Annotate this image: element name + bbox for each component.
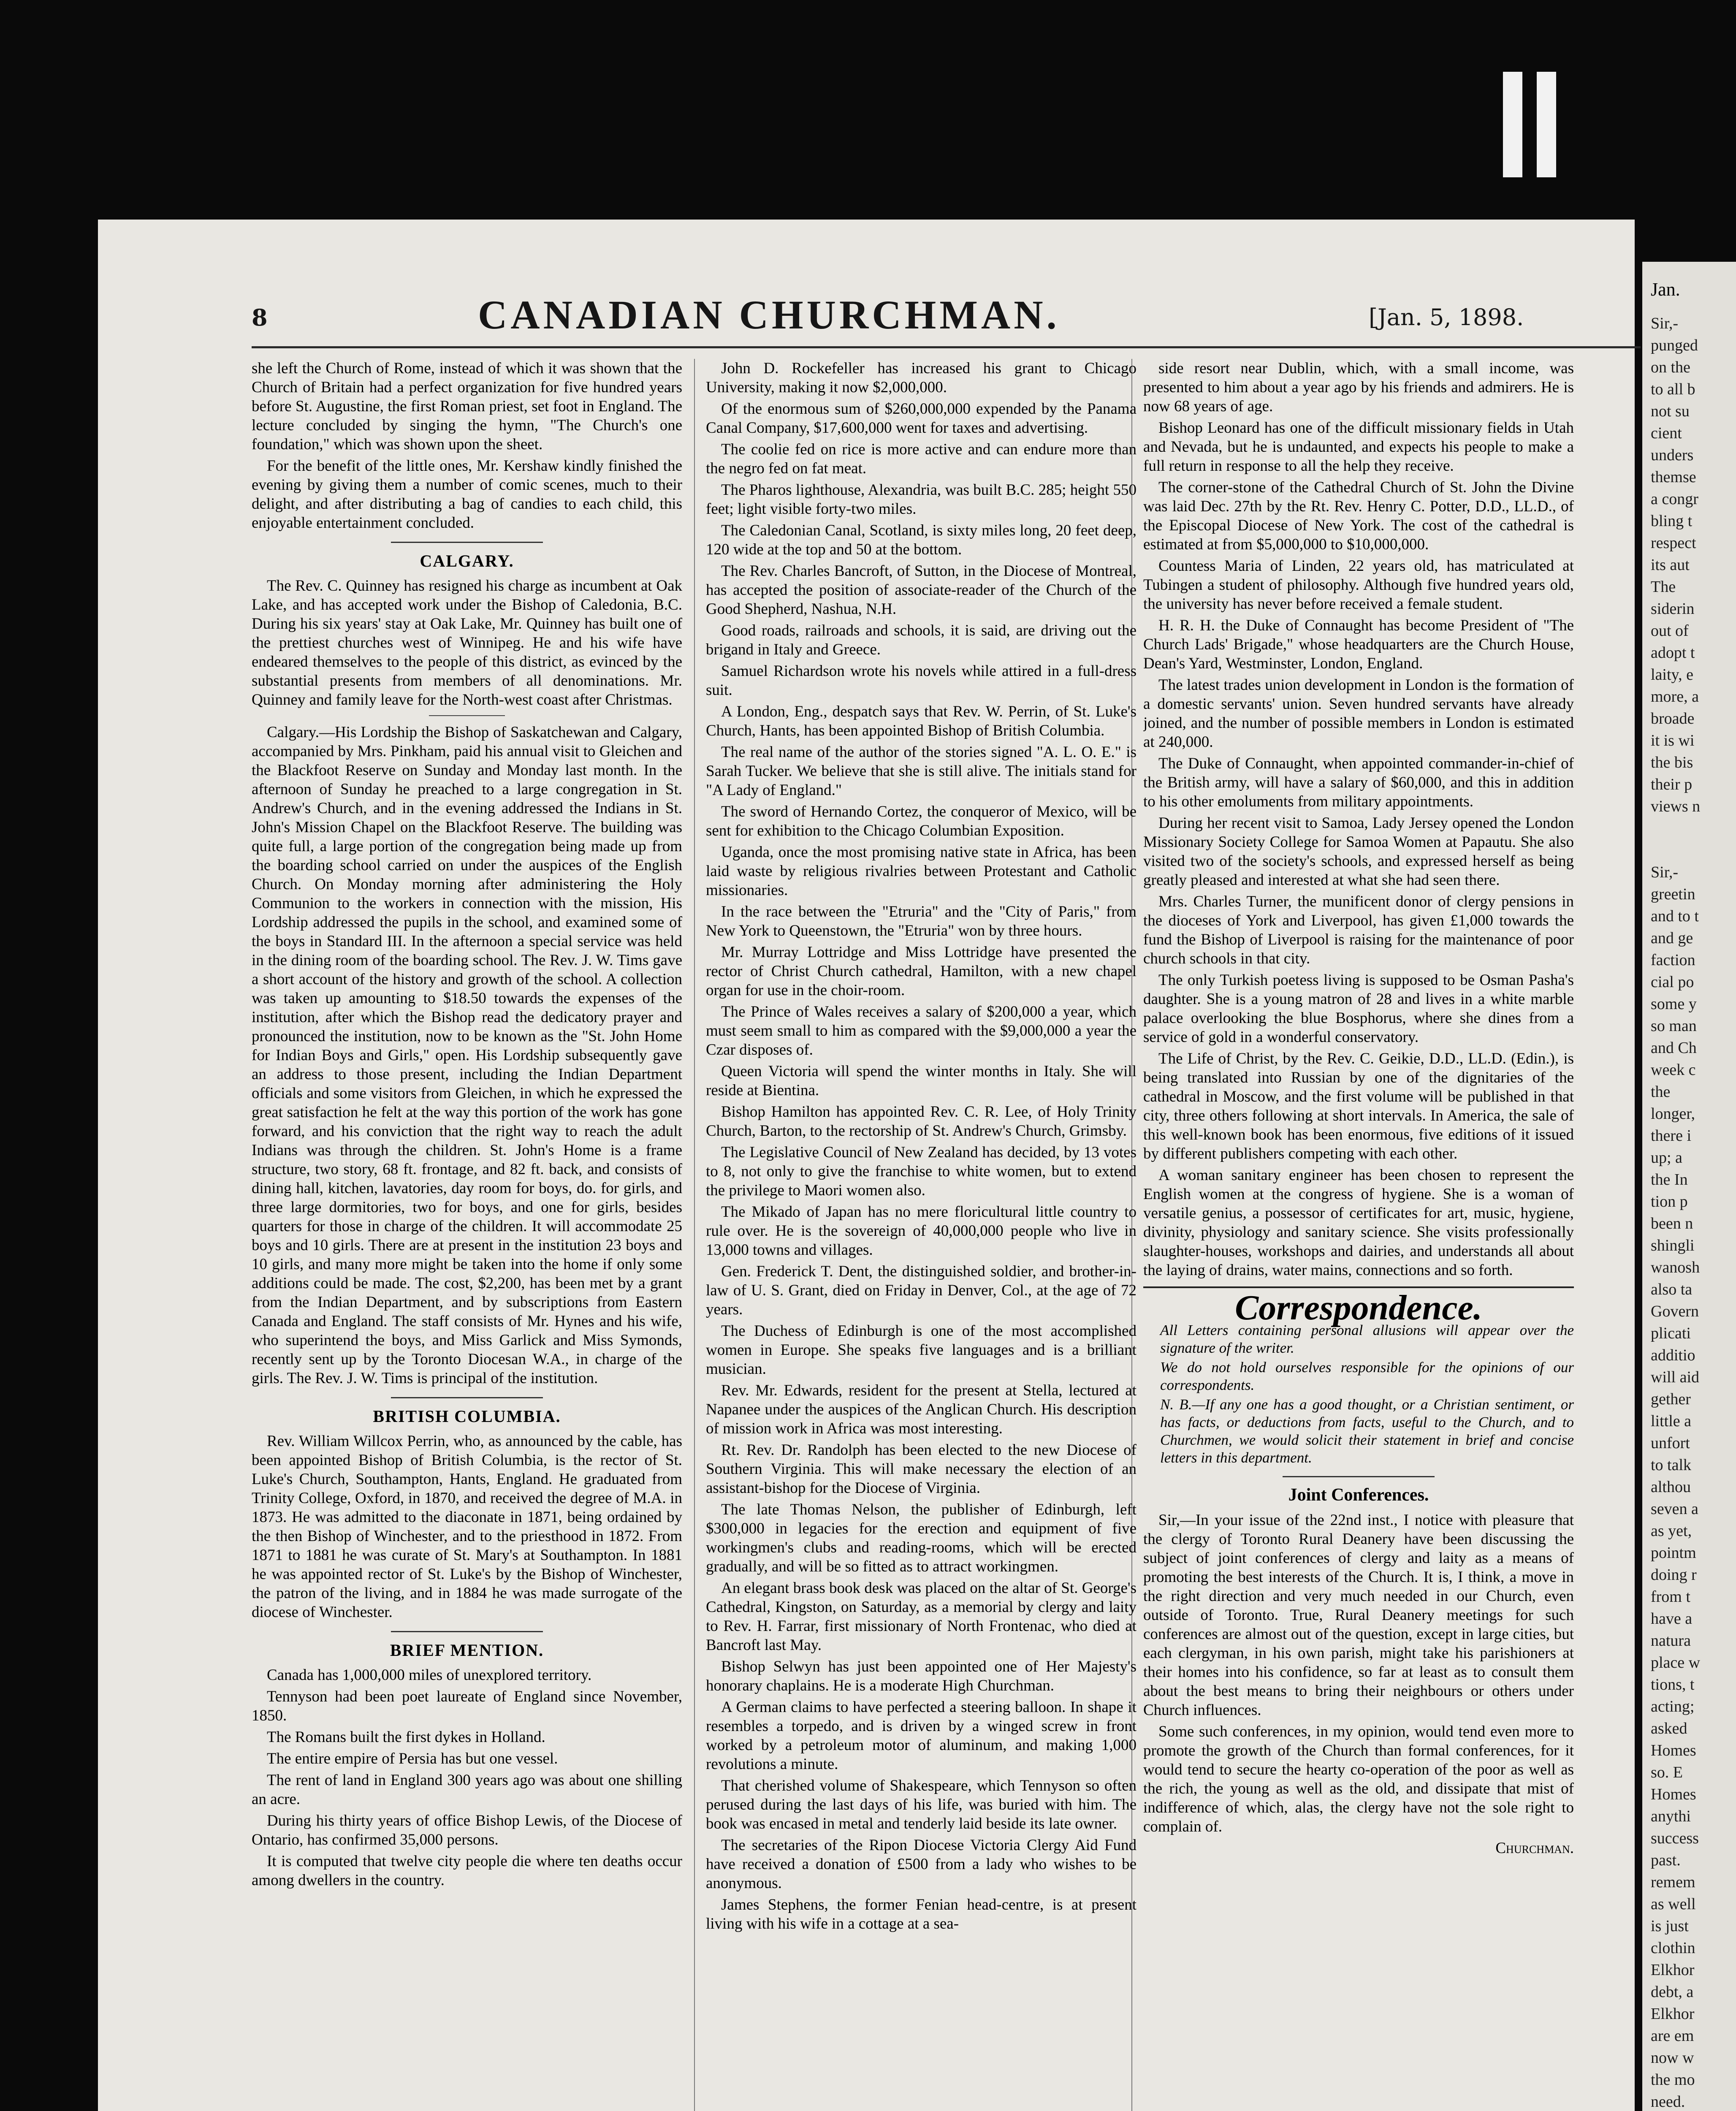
section-rule (1283, 1476, 1435, 1477)
adjacent-line: gether (1651, 1390, 1691, 1408)
paragraph: The entire empire of Persia has but one vessel. (267, 1750, 558, 1767)
paragraph: Of the enormous sum of $260,000,000 expended by the Panama Canal Company, $17,600,000 went for taxes and advertising. (706, 400, 1137, 437)
brief-mention-list (252, 1666, 682, 1890)
adjacent-line: are em (1651, 2027, 1694, 2045)
masthead-title: CANADIAN CHURCHMAN. (478, 292, 1060, 337)
page-content (98, 220, 1635, 2111)
paragraph: Bishop Hamilton has appointed Rev. C. R. Lee, of Holy Trinity Church, Barton, to the rectorship of St. Andrew's Church, Grimsby. (706, 1103, 1137, 1140)
adjacent-line: to all b (1651, 380, 1695, 398)
adjacent-line: greetin (1651, 885, 1695, 903)
paragraph: The rent of land in England 300 years ago was about one shilling an acre. (252, 1772, 682, 1808)
adjacent-page-column (1651, 312, 1736, 2111)
adjacent-line: faction (1651, 951, 1695, 969)
adjacent-line: Homes (1651, 1742, 1696, 1759)
news-items (1143, 359, 1574, 1280)
adjacent-line: anythi (1651, 1807, 1691, 1825)
paragraph: The Caledonian Canal, Scotland, is sixty miles long, 20 feet deep, 120 wide at the top and 50 at the bottom. (706, 522, 1137, 558)
adjacent-line: The (1651, 578, 1676, 596)
paragraph: The Rev. Charles Bancroft, of Sutton, in the Diocese of Montreal, has accepted the position of associate-reader of the Church of the Good Shepherd, Nashua, N.H. (706, 562, 1137, 618)
editorial-notes (1143, 1321, 1574, 1467)
paragraph: Good roads, railroads and schools, it is said, are driving out the brigand in Italy and Greece. (706, 622, 1137, 658)
paragraph: Countess Maria of Linden, 22 years old, has matriculated at Tubingen a student of philosophy. Although five hundred years old, the university has never before received a female student. (1143, 557, 1574, 613)
adjacent-line: the mo (1651, 2071, 1695, 2089)
adjacent-line: been n (1651, 1215, 1693, 1232)
paragraph: The real name of the author of the stories signed "A. L. O. E." is Sarah Tucker. We believe that she is still alive. The initials stand for "A Lady of England." (706, 743, 1137, 799)
adjacent-line: week c (1651, 1061, 1696, 1079)
adjacent-line: and Ch (1651, 1039, 1697, 1057)
adjacent-line: Govern (1651, 1302, 1699, 1320)
paragraph: A woman sanitary engineer has been chosen to represent the English women at the congress of hygiene. She is a woman of versatile genius, a possessor of certificates for art, music, hygiene, divinity, physiology and sanitary science. She visits professionally slaughter-houses, workshops and dairies, and understands all about the laying of drains, water mains, connections and so forth. (1143, 1167, 1574, 1279)
adjacent-line: debt, a (1651, 1983, 1694, 2001)
paragraph: It is computed that twelve city people die where ten deaths occur among dwellers in the country. (252, 1853, 682, 1889)
paragraph: Sir,—In your issue of the 22nd inst., I notice with pleasure that the clergy of Toronto Rural Deanery have been discussing the subject of joint conferences of clergy and laity as a means of promoting the best interests of the Church. It is, I think, a move in the right direction and very much needed in our Church, even outside of Toronto. True, Rural Deanery meetings for such conferences are almost out of the question, except in large cities, but each clergyman, in his own parish, might take his parishioners at their homes into his confidence, so far at least as to consult them about the best means to bring their neighbours or others under Church influences. (1143, 1511, 1574, 1719)
adjacent-line: Elkhor (1651, 1961, 1695, 1979)
adjacent-line: and to t (1651, 907, 1699, 925)
adjacent-line: tions, t (1651, 1676, 1695, 1693)
adjacent-line: more, a (1651, 688, 1699, 705)
paragraph: James Stephens, the former Fenian head-centre, is at present living with his wife in a cottage at a sea- (706, 1896, 1137, 1932)
adjacent-line: up; a (1651, 1149, 1682, 1167)
adjacent-line: longer, (1651, 1105, 1695, 1123)
masthead-rule (252, 346, 1641, 348)
adjacent-page-header: Jan. (1651, 279, 1680, 300)
adjacent-line: wanosh (1651, 1259, 1700, 1276)
paragraph: Rev. William Willcox Perrin, who, as announced by the cable, has been appointed Bishop of British Columbia, is the rector of St. Luke's Church, Southampton, Hants, England. He graduated from Trinity College, Oxford, in 1870, and received the degree of M.A. in 1873. He was admitted to the diaconate in 1871, being ordained by the then Bishop of Winchester, and to the priesthood in 1872. From 1871 to 1881 he was curate of St. Mary's at Southampton. In 1881 he was appointed rector of St. Luke's by the Bishop of Winchester, the patron of the living, and in 1884 he was made surrogate of the diocese of Winchester. (252, 1433, 682, 1621)
section-heading-british-columbia: BRITISH COLUMBIA. (373, 1407, 561, 1426)
adjacent-line: success (1651, 1829, 1699, 1847)
paragraph: The Romans built the first dykes in Holland. (267, 1728, 545, 1746)
section-rule (391, 1631, 543, 1632)
paragraph: Canada has 1,000,000 miles of unexplored territory. (267, 1666, 592, 1684)
adjacent-line: and ge (1651, 929, 1693, 947)
paragraph: The Duke of Connaught, when appointed commander-in-chief of the British army, will have a salary of $60,000, and this in addition to his other emoluments from military appointments. (1143, 755, 1574, 810)
adjacent-line: seven a (1651, 1500, 1698, 1518)
adjacent-line: Homes (1651, 1785, 1696, 1803)
adjacent-line: doing r (1651, 1566, 1697, 1584)
paragraph: The Pharos lighthouse, Alexandria, was built B.C. 285; height 550 feet; light visible forty-two miles. (706, 481, 1137, 518)
paragraph: Uganda, once the most promising native state in Africa, has been laid waste by religious rivalries between Protestant and Catholic missionaries. (706, 844, 1137, 899)
adjacent-line: asked (1651, 1720, 1687, 1737)
adjacent-line: now w (1651, 2049, 1694, 2067)
page-number: 8 (252, 304, 268, 331)
paragraph: An elegant brass book desk was placed on the altar of St. George's Cathedral, Kingston, on Saturday, as a memorial by clergy and laity to Rev. H. Farrar, first missionary of North Frontenac, who died at Bancroft last May. (706, 1579, 1137, 1654)
paragraph: During his thirty years of office Bishop Lewis, of the Diocese of Ontario, has confirmed 35,000 persons. (252, 1812, 682, 1848)
paragraph: Rt. Rev. Dr. Randolph has been elected to the new Diocese of Southern Virginia. This will make necessary the election of an assistant-bishop for the Diocese of Virginia. (706, 1441, 1137, 1497)
adjacent-line (1651, 839, 1736, 861)
paragraph: The Life of Christ, by the Rev. C. Geikie, D.D., LL.D. (Edin.), is being translated into Russian by one of the dignitaries of the cathedral in Moscow, and the first volume will be published in that city, three others following at short intervals. In America, the sale of this well-known book has been enormous, five editions of it issued by different publishers competing with each other. (1143, 1050, 1574, 1162)
adjacent-line: themse (1651, 468, 1696, 486)
paragraph: The secretaries of the Ripon Diocese Victoria Clergy Aid Fund have received a donation of £500 from a lady who wishes to be anonymous. (706, 1837, 1137, 1892)
paragraph: N. B.—If any one has a good thought, or a Christian sentiment, or has facts, or deductions from facts, useful to the Church, and to Churchmen, we would solicit their statement in brief and concise letters in this department. (1160, 1396, 1574, 1466)
section-heading-brief-mention: BRIEF MENTION. (390, 1641, 544, 1660)
column-3 (1143, 359, 1574, 2111)
adjacent-line: Sir,- (1651, 863, 1678, 881)
paragraph: Calgary.—His Lordship the Bishop of Saskatchewan and Calgary, accompanied by Mrs. Pinkham, paid his annual visit to Gleichen and the Blackfoot Reserve on Sunday and Monday last month. In the afternoon of Sunday he preached to a large congregation in St. Andrew's Church, and in the evening addressed the Indians in St. John's Mission Chapel on the Blackfoot Reserve. The building was quite full, a large portion of the congregation being made up from the boarding school carried on under the auspices of the English Church. On Monday morning after administering the Holy Communion to the workers in connection with the mission, His Lordship addressed the pupils in the school, and examined some of the boys in Standard III. In the afternoon a special service was held in the dining room of the boarding school. The Rev. J. W. Tims gave a short account of the history and growth of the school. A collection was taken up amounting to $18.50 towards the expenses of the institution, after which the Bishop read the dedicatory prayer and pronounced the institution, now to be known as the "St. John Home for Indian Boys and Girls," open. His Lordship subsequently gave an address to those present, including the Indian Department officials and some visitors from Gleichen, in which he expressed the great satisfaction he felt at the way this portion of the work has gone forward, and his conviction that the right way to reach the adult Indians was through the children. St. John's Home is a frame structure, two story, 68 ft. frontage, and 82 ft. back, and consists of dining hall, kitchen, lavatories, day room for boys, do. for girls, and three large dormitories, two for boys, and one for girls, besides quarters for those in charge of the children. It will accommodate 25 boys and 10 girls. There are at present in the institution 23 boys and 10 girls, and many more might be taken into the home if only some additions could be made. The cost, $2,200, has been met by a grant from the Indian Department, and by subscriptions from Eastern Canada and England. The staff consists of Mr. Hynes and his wife, who superintend the boys, and Miss Garlick and Miss Symonds, recently sent up by the Toronto Diocesan W.A., in charge of the girls. The Rev. J. W. Tims is principal of the institution. (252, 724, 682, 1387)
short-rule (429, 715, 505, 716)
adjacent-line: is just (1651, 1917, 1689, 1935)
paragraph: Rev. Mr. Edwards, resident for the present at Stella, lectured at Napanee under the auspices of the Anglican Church. His description of mission work in Africa was most interesting. (706, 1382, 1137, 1437)
paragraph: Tennyson had been poet laureate of England since November, 1850. (252, 1688, 682, 1724)
correspondence-heading: Correspondence. (1143, 1286, 1574, 1317)
paragraph: Mrs. Charles Turner, the munificent donor of clergy pensions in the dioceses of York and Liverpool, has given £1,000 towards the fund the Bishop of Liverpool is raising for the maintenance of poor church schools in that city. (1143, 893, 1574, 967)
paragraph: The latest trades union development in London is the formation of a domestic servants' union. Seven hundred servants have already joined, and the number of possible members in London is estimated at 240,000. (1143, 676, 1574, 751)
paragraph: The Duchess of Edinburgh is one of the most accomplished women in Europe. She speaks five languages and is a brilliant musician. (706, 1322, 1137, 1378)
paragraph: John D. Rockefeller has increased his grant to Chicago University, making it now $2,000,000. (706, 360, 1137, 396)
paragraph: Some such conferences, in my opinion, would tend even more to promote the growth of the Church than formal conferences, for it would tend to secure the hearty co-operation of the poor as well as the rich, the young as well as the old, and dissipate that mist of indifference of which, alas, the clergy have not the sole right to complain of. (1143, 1723, 1574, 1835)
adjacent-line: need. (1651, 2093, 1685, 2111)
letter-heading-joint-conferences: Joint Conferences. (1288, 1485, 1429, 1505)
adjacent-line: plicati (1651, 1324, 1691, 1342)
adjacent-line: cient (1651, 424, 1682, 442)
scan-marker-top (1537, 72, 1556, 177)
adjacent-line: cial po (1651, 973, 1694, 991)
column-1 (252, 359, 682, 2111)
adjacent-line: to talk (1651, 1456, 1692, 1474)
adjacent-line: little a (1651, 1412, 1692, 1430)
letter-signature: Churchman. (1495, 1840, 1574, 1857)
adjacent-line: tion p (1651, 1193, 1688, 1210)
paragraph: All Letters containing personal allusions will appear over the signature of the writer. (1160, 1322, 1574, 1356)
paragraph: Mr. Murray Lottridge and Miss Lottridge have presented the rector of Christ Church cathedral, Hamilton, with a new chapel organ for use in the choir-room. (706, 944, 1137, 999)
adjacent-line: it is wi (1651, 732, 1695, 749)
column-divider (694, 359, 695, 2111)
paragraph: The late Thomas Nelson, the publisher of Edinburgh, left $300,000 in legacies for the erection and equipment of five workingmen's clubs and reading-rooms, which will be erected gradually, and will be so fitted as to attract workingmen. (706, 1501, 1137, 1575)
adjacent-line: their p (1651, 776, 1693, 793)
paragraph: The coolie fed on rice is more active and can endure more than the negro fed on fat meat. (706, 441, 1137, 477)
paragraph: The Legislative Council of New Zealand has decided, by 13 votes to 8, not only to give the franchise to white women, but to extend the privilege to Maori women also. (706, 1144, 1137, 1199)
adjacent-line: broade (1651, 710, 1695, 727)
adjacent-line: as yet, (1651, 1522, 1692, 1540)
adjacent-line: Sir,- (1651, 315, 1678, 332)
paragraph: In the race between the "Etruria" and the "City of Paris," from New York to Queenstown, the "Etruria" won by three hours. (706, 903, 1137, 939)
adjacent-line: out of (1651, 622, 1689, 640)
adjacent-line: adopt t (1651, 644, 1695, 662)
paragraph: A German claims to have perfected a steering balloon. In shape it resembles a torpedo, and is driven by a winged screw in front worked by a petroleum motor of aluminum, and making 1,000 revolutions a minute. (706, 1699, 1137, 1773)
paragraph: she left the Church of Rome, instead of which it was shown that the Church of Britain had a perfect organization for five hundred years before St. Augustine, the first Roman priest, set foot in England. The lecture concluded by singing the hymn, "The Church's one foundation," which was shown upon the sheet. (252, 360, 682, 453)
paragraph: The Prince of Wales receives a salary of $200,000 a year, which must seem small to him as compared with the $9,000,000 a year the Czar disposes of. (706, 1003, 1137, 1058)
paragraph: A London, Eng., despatch says that Rev. W. Perrin, of St. Luke's Church, Hants, has been appointed Bishop of British Columbia. (706, 703, 1137, 739)
column-2 (706, 359, 1137, 2111)
adjacent-page-edge (1642, 262, 1736, 2111)
adjacent-line: so man (1651, 1017, 1697, 1035)
paragraph: The Mikado of Japan has no mere floricultural little country to rule over. He is the sovereign of 40,000,000 people who live in 13,000 towns and villages. (706, 1203, 1137, 1259)
adjacent-line: views n (1651, 798, 1701, 815)
section-rule (391, 1397, 543, 1398)
adjacent-line: have a (1651, 1610, 1693, 1628)
paragraph: That cherished volume of Shakespeare, which Tennyson so often perused during the last days of his life, was buried with him. The book was encased in metal and tenderly laid beside its late owner. (706, 1777, 1137, 1832)
paragraph: The Rev. C. Quinney has resigned his charge as incumbent at Oak Lake, and has accepted work under the Bishop of Caledonia, B.C. During his six years' stay at Oak Lake, Mr. Quinney has built one of the prettiest churches west of Winnipeg. He and his wife have endeared themselves to the people of this district, as evinced by the substantial presents from members of all denominations. Mr. Quinney and family leave for the North-west coast after Christmas. (252, 577, 682, 708)
paragraph: Bishop Selwyn has just been appointed one of Her Majesty's honorary chaplains. He is a moderate High Churchman. (706, 1658, 1137, 1694)
adjacent-line: unfort (1651, 1434, 1690, 1452)
paragraph: Gen. Frederick T. Dent, the distinguished soldier, and brother-in-law of U. S. Grant, died on Friday in Denver, Col., at the age of 72 years. (706, 1263, 1137, 1318)
adjacent-line: punged (1651, 336, 1698, 354)
paragraph: During her recent visit to Samoa, Lady Jersey opened the London Missionary Society College for Samoa Women at Papautu. She also visited two of the society's schools, and expressed herself as being greatly pleased and interested at what she had seen there. (1143, 814, 1574, 889)
adjacent-line: acting; (1651, 1698, 1695, 1715)
adjacent-line: there i (1651, 1127, 1692, 1145)
scan-marker-top (1503, 72, 1522, 177)
adjacent-line: the In (1651, 1171, 1688, 1188)
adjacent-line: also ta (1651, 1281, 1693, 1298)
adjacent-line: respect (1651, 534, 1696, 552)
adjacent-line: some y (1651, 995, 1697, 1013)
adjacent-line: place w (1651, 1654, 1701, 1671)
adjacent-line: natura (1651, 1632, 1691, 1650)
paragraph: We do not hold ourselves responsible for the opinions of our correspondents. (1160, 1359, 1574, 1393)
issue-date: [Jan. 5, 1898. (1369, 304, 1524, 331)
paragraph: Queen Victoria will spend the winter months in Italy. She will reside at Bientina. (706, 1063, 1137, 1099)
adjacent-line (1651, 817, 1736, 839)
paragraph: The only Turkish poetess living is supposed to be Osman Pasha's daughter. She is a young matron of 28 and lives in a white marble palace overlooking the blue Bosphorus, where she dines from a service of gold in a wonderful conservatory. (1143, 971, 1574, 1046)
adjacent-line: clothin (1651, 1939, 1695, 1957)
adjacent-line: as well (1651, 1895, 1696, 1913)
adjacent-line: bling t (1651, 512, 1693, 530)
adjacent-line: will aid (1651, 1368, 1700, 1386)
adjacent-line: so. E (1651, 1764, 1683, 1781)
paragraph: For the benefit of the little ones, Mr. Kershaw kindly finished the evening by giving them a number of comic scenes, much to their delight, and after distributing a bag of candies to each child, this enjoyable entertainment concluded. (252, 457, 682, 532)
adjacent-line: the bis (1651, 754, 1693, 771)
adjacent-line: not su (1651, 402, 1690, 420)
paragraph: The corner-stone of the Cathedral Church of St. John the Divine was laid Dec. 27th by the Rt. Rev. Henry C. Potter, D.D., LL.D., of the Episcopal Diocese of New York. The cost of the cathedral is estimated at from $5,000,000 to $10,000,000. (1143, 479, 1574, 553)
adjacent-line: past. (1651, 1851, 1681, 1869)
paragraph: H. R. H. the Duke of Connaught has become President of "The Church Lads' Brigade," whose headquarters are the Church House, Dean's Yard, Westminster, London, England. (1143, 617, 1574, 672)
adjacent-line: a congr (1651, 490, 1698, 508)
paragraph: Bishop Leonard has one of the difficult missionary fields in Utah and Nevada, but he is undaunted, and expects his people to make a full return in response to all the help they receive. (1143, 419, 1574, 475)
adjacent-line: on the (1651, 358, 1690, 376)
adjacent-line: althou (1651, 1478, 1691, 1496)
paragraph: Samuel Richardson wrote his novels while attired in a full-dress suit. (706, 662, 1137, 699)
section-rule (391, 542, 543, 543)
paragraph: side resort near Dublin, which, with a small income, was presented to him about a year ago by his friends and admirers. He is now 68 years of age. (1143, 360, 1574, 415)
adjacent-line: the (1651, 1083, 1671, 1101)
adjacent-line: siderin (1651, 600, 1695, 618)
paragraph: The sword of Hernando Cortez, the conqueror of Mexico, will be sent for exhibition to the Chicago Columbian Exposition. (706, 803, 1137, 839)
adjacent-line: remem (1651, 1873, 1695, 1891)
letter-body (1143, 1511, 1574, 1836)
adjacent-line: laity, e (1651, 666, 1693, 684)
adjacent-line: shingli (1651, 1237, 1695, 1254)
adjacent-line: additio (1651, 1346, 1695, 1364)
adjacent-line: unders (1651, 446, 1694, 464)
section-heading-calgary: CALGARY. (420, 551, 514, 570)
adjacent-line: its aut (1651, 556, 1690, 574)
adjacent-line: pointm (1651, 1544, 1696, 1562)
adjacent-line: Elkhor (1651, 2005, 1695, 2023)
adjacent-line: from t (1651, 1588, 1690, 1606)
